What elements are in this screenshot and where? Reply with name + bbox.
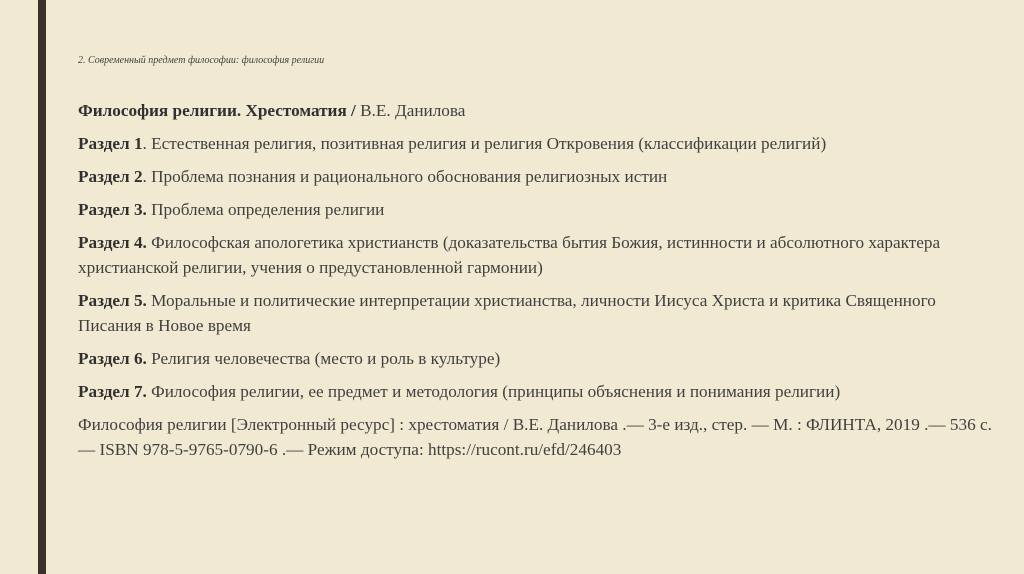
section-item	[78, 197, 998, 222]
section-text: Проблема определения религии	[146, 200, 385, 219]
book-title: Философия религии. Хрестоматия /	[78, 101, 356, 120]
section-item	[78, 131, 998, 156]
section-item	[78, 288, 998, 338]
section-text: Моральные и политические интерпретации христианства, личности Иисуса Христа и критика Священного Писания в Новое время	[78, 291, 936, 335]
slide-content	[78, 98, 998, 470]
slide-subtitle: 2. Современный предмет философии: философия религии	[78, 55, 325, 66]
section-item	[78, 379, 998, 404]
section-label: Раздел 7.	[78, 382, 147, 401]
book-title-line	[78, 98, 998, 123]
section-text: Религия человечества (место и роль в культуре)	[146, 349, 501, 368]
section-text: Философия религии, ее предмет и методология (принципы объяснения и понимания религии)	[146, 382, 841, 401]
section-item	[78, 346, 998, 371]
section-label: Раздел 4.	[78, 233, 147, 252]
section-text: . Проблема познания и рационального обоснования религиозных истин	[142, 167, 668, 186]
section-item	[78, 230, 998, 280]
section-label: Раздел 6.	[78, 349, 147, 368]
section-text: Философская апологетика христианств (доказательства бытия Божия, истинности и абсолютного характера христианской религии, учения о предустановленной гармонии)	[78, 233, 941, 277]
section-label: Раздел 5.	[78, 291, 147, 310]
left-accent-bar	[38, 0, 46, 574]
citation: Философия религии [Электронный ресурс] : хрестоматия / В.Е. Данилова .— 3-е изд., стер. — М. : ФЛИНТА, 2019 .— 536 с. — ISBN 978-5-9765-0790-6 .— Режим доступа: https://rucont.ru/efd/246403	[78, 415, 992, 459]
section-label: Раздел 2	[78, 167, 143, 186]
section-item	[78, 164, 998, 189]
section-label: Раздел 1	[78, 134, 143, 153]
book-author: В.Е. Данилова	[355, 101, 466, 120]
section-label: Раздел 3.	[78, 200, 147, 219]
section-text: . Естественная религия, позитивная религия и религия Откровения (классификации религий)	[142, 134, 827, 153]
